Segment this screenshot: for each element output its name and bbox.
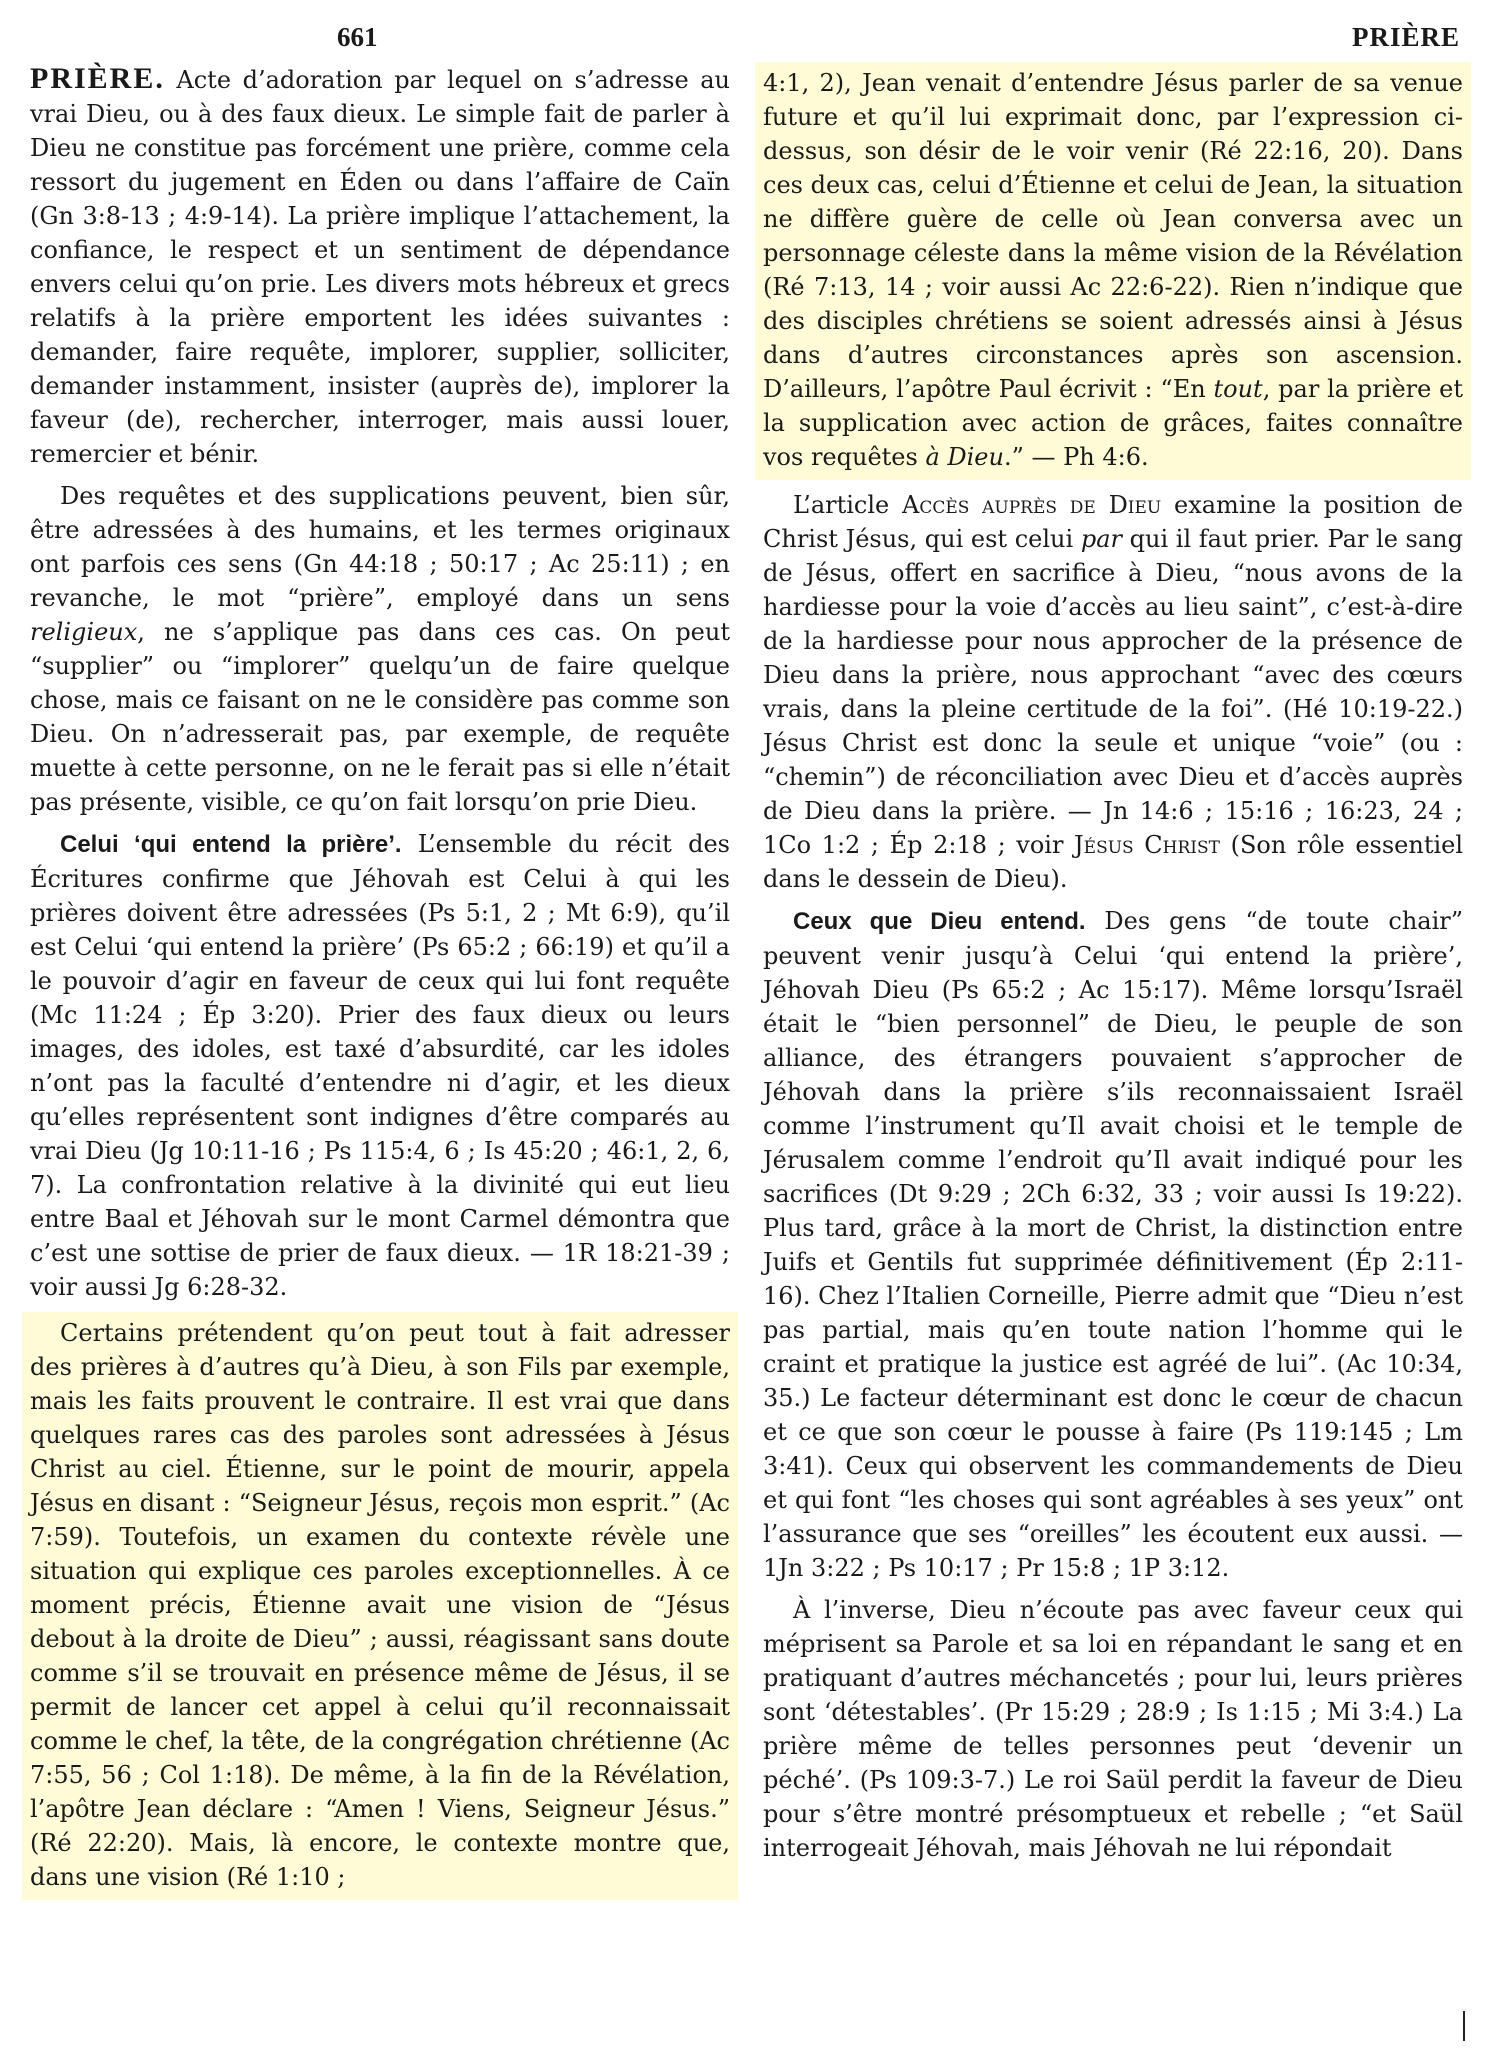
paragraph-text: Certains prétendent qu’on peut tout à fait adresser des prières à d’autres qu’à Dieu, à son Fils par exemple, mais les faits prouvent le contraire. Il est vrai que dans quelques rares cas des paroles sont adressées à Jésus Christ au ciel. Étienne, sur le point de mourir, appela Jésus en disant : “Seigneur Jésus, reçois mon esprit.” (Ac 7:59). Toutefois, un examen du contexte révèle une situation qui explique ces paroles exceptionnelles. À ce moment précis, Étienne avait une vision de “Jésus debout à la droite de Dieu” ; aussi, réagissant sans doute comme s’il se trouvait en présence même de Jésus, il se permit de lancer cet appel à celui qu’il reconnaissait comme le chef, la tête, de la congrégation chrétienne (Ac 7:55, 56 ; Col 1:18). De même, à la fin de la Révélation, l’apôtre Jean déclare : “Amen ! Viens, Seigneur Jésus.” (Ré 22:20). Mais, là encore, le contexte montre que, dans une vision (Ré 1:10 ; (30, 1319, 730, 1891)
emphasis: par (1080, 525, 1122, 553)
headword: PRIÈRE. (30, 62, 165, 95)
paragraph-text: , ne s’applique pas dans ces cas. On peut “supplier” ou “implorer” quelqu’un de faire quelque chose, mais ce faisant on ne le considère pas comme son Dieu. On n’adresserait pas, par exemple, de requête muette à cette personne, on ne le ferait pas si elle n’était pas présente, visible, ce qu’on fait lorsqu’on prie Dieu. (30, 618, 730, 816)
paragraph-text: .” — Ph 4:6. (1003, 443, 1149, 471)
running-head: PRIÈRE (1351, 22, 1460, 52)
page-number: 661 (337, 22, 378, 52)
intro-text: Acte d’adoration par lequel on s’adresse au vrai Dieu, ou à des faux dieux. Le simple fait de parler à Dieu ne constitue pas forcément une prière, comme cela ressort du jugement en Éden ou dans l’affaire de Caïn (Gn 3:8-13 ; 4:9-14). La prière implique l’attachement, la confiance, le respect et un sentiment de dépendance envers celui qu’on prie. Les divers mots hébreux et grecs relatifs à la prière emportent les idées suivantes : demander, faire requête, implorer, supplier, solliciter, demander instamment, insister (auprès de), implorer la faveur (de), rechercher, interroger, mais aussi louer, remercier et bénir. (30, 66, 730, 468)
highlighted-paragraph (22, 1312, 738, 1900)
paragraph-text: Des gens “de toute chair” peuvent venir jusqu’à Celui ‘qui entend la prière’, Jéhovah Dieu (Ps 65:2 ; Ac 15:17). Même lorsqu’Israël était le “bien personnel” de Dieu, le peuple de son alliance, des étrangers pouvaient s’approcher de Jéhovah dans la prière s’ils reconnaissaient Israël comme l’instrument qu’Il avait choisi et le temple de Jérusalem comme l’endroit qu’Il avait indiqué pour les sacrifices (Dt 9:29 ; 2Ch 6:32, 33 ; voir aussi Is 19:22). Plus tard, grâce à la mort de Christ, la distinction entre Juifs et Gentils fut supprimée définitivement (Ép 2:11-16). Chez l’Italien Corneille, Pierre admit que “Dieu n’est pas partial, mais qu’en toute nation l’homme qui le craint et pratique la justice est agréé de lui”. (Ac 10:34, 35.) Le facteur déterminant est donc le cœur de chacun et ce que son cœur le pousse à faire (Ps 119:145 ; Lm 3:41). Ceux qui observent les commandements de Dieu et qui font “les choses qui sont agréables à ses yeux” ont l’assurance que ses “oreilles” les écoutent eux aussi. — 1Jn 3:22 ; Ps 10:17 ; Pr 15:8 ; 1P 3:12. (763, 907, 1464, 1582)
emphasis: tout (1213, 375, 1263, 403)
highlighted-paragraph-continued (755, 62, 1471, 480)
left-column (30, 62, 730, 1908)
paragraph-text: L’article (793, 491, 902, 519)
not-heard-paragraph (763, 1593, 1463, 1865)
paragraph-text: , par la prière et la supplication avec action de grâces, faites connaître vos requêtes (763, 375, 1463, 471)
heard-paragraph (763, 904, 1463, 1585)
requests-paragraph (30, 479, 730, 819)
emphasis: à Dieu (925, 443, 1004, 471)
emphasis: religieux (30, 618, 138, 646)
page-header (0, 18, 1500, 58)
paragraph-text: 4:1, 2), Jean venait d’entendre Jésus parler de sa venue future et qu’il lui exprimait donc, par l’expression ci-dessus, son désir de le voir venir (Ré 22:16, 20). Dans ces deux cas, celui d’Étienne et celui de Jean, la situation ne diffère guère de celle où Jean conversa avec un personnage céleste dans la même vision de la Révélation (Ré 7:13, 14 ; voir aussi Ac 22:6-22). Rien n’indique que des disciples chrétiens se soient adressés ainsi à Jésus dans d’autres circonstances après son ascension. D’ailleurs, l’apôtre Paul écrivit : “En (763, 69, 1463, 403)
section-heading: Celui ‘qui entend la prière’. (60, 831, 402, 858)
intro-paragraph (30, 62, 730, 471)
access-paragraph (763, 488, 1463, 896)
paragraph-text: (Son rôle essentiel dans le dessein de Dieu). (763, 831, 1464, 893)
cross-reference-link[interactable]: Accès auprès de Dieu (901, 491, 1162, 519)
paragraph-text: qui il faut prier. Par le sang de Jésus, offert en sacrifice à Dieu, “nous avons de la hardiesse pour la voie d’accès au lieu saint”, c’est-à-dire de la hardiesse pour nous approcher de la présence de Dieu dans la prière, nous approchant “avec des cœurs vrais, dans la pleine certitude de la foi”. (Hé 10:19-22.) Jésus Christ est donc la seule et unique “voie” (ou : “chemin”) de réconciliation avec Dieu et d’accès auprès de Dieu dans la prière. — Jn 14:6 ; 15:16 ; 16:23, 24 ; 1Co 1:2 ; Ép 2:18 ; voir (763, 525, 1464, 859)
paragraph-text: L’ensemble du récit des Écritures confirme que Jéhovah est Celui à qui les prières doivent être adressées (Ps 5:1, 2 ; Mt 6:9), qu’il est Celui ‘qui entend la prière’ (Ps 65:2 ; 66:19) et qu’il a le pouvoir d’agir en faveur de ceux qui lui font requête (Mc 11:24 ; Ép 3:20). Prier des faux dieux ou leurs images, des idoles, est taxé d’absurdité, car les idoles n’ont pas la faculté d’entendre ni d’agir, et les dieux qu’elles représentent sont indignes d’être comparés au vrai Dieu (Jg 10:11-16 ; Ps 115:4, 6 ; Is 45:20 ; 46:1, 2, 6, 7). La confrontation relative à la divinité qui eut lieu entre Baal et Jéhovah sur le mont Carmel démontra que c’est une sottise de prier de faux dieux. — 1R 18:21-39 ; voir aussi Jg 6:28-32. (30, 830, 730, 1301)
paragraph-text: examine la position de Christ Jésus, qui est celui (763, 491, 1463, 553)
hearer-paragraph (30, 827, 730, 1304)
cross-reference-link[interactable]: Jésus Christ (1074, 831, 1220, 859)
paragraph-text: À l’inverse, Dieu n’écoute pas avec faveur ceux qui méprisent sa Parole et sa loi en répandant le sang et en pratiquant d’autres méchancetés ; pour lui, leurs prières sont ‘détestables’. (Pr 15:29 ; 28:9 ; Is 1:15 ; Mi 3:4.) La prière même de telles personnes peut ‘devenir un péché’. (Ps 109:3-7.) Le roi Saül perdit la faveur de Dieu pour s’être montré présomptueux et rebelle ; “et Saül interrogeait Jéhovah, mais Jéhovah ne lui répondait (763, 1596, 1463, 1862)
paragraph-text: Des requêtes et des supplications peuvent, bien sûr, être adressées à des humains, et les termes originaux ont parfois ces sens (Gn 44:18 ; 50:17 ; Ac 25:11) ; en revanche, le mot “prière”, employé dans un sens (30, 482, 730, 612)
text-cursor (1463, 2011, 1465, 2041)
section-heading: Ceux que Dieu entend. (793, 908, 1086, 935)
right-column (763, 62, 1463, 1873)
